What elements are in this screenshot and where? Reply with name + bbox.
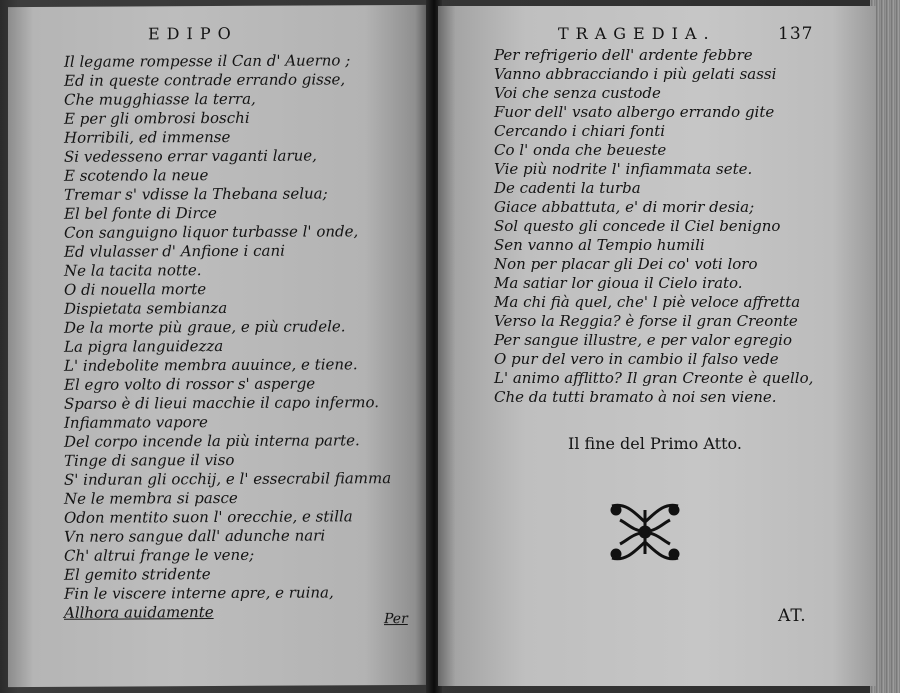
verse-line: Non per placar gli Dei co' voti loro	[494, 255, 758, 273]
page-number: 137	[778, 24, 814, 44]
verse-line: Fuor dell' vsato albergo errando gite	[494, 103, 775, 121]
catchword-right: AT.	[778, 606, 807, 626]
verse-line: O pur del vero in cambio il falso vede	[494, 350, 779, 368]
verse-line: Cercando i chiari fonti	[494, 122, 666, 140]
verse-line: De cadenti la turba	[494, 179, 641, 197]
verse-line: Per sangue illustre, e per valor egregio	[494, 331, 793, 349]
verse-line: Co l' onda che beueste	[494, 141, 667, 159]
verse-line: Il legame rompesse il Can d' Auerno ;	[64, 51, 351, 71]
verse-line: Ne la tacita notte.	[64, 261, 202, 280]
verse-line: Ne le membra si pasce	[64, 488, 238, 508]
verse-line: E per gli ombrosi boschi	[64, 108, 250, 128]
fleuron-ornament-icon	[606, 500, 684, 564]
verse-line: Dispietata sembianza	[64, 298, 228, 318]
running-head-right: TRAGEDIA.	[558, 24, 716, 43]
verse-line: Horribili, ed immense	[64, 127, 231, 147]
verse-line: Ch' altrui frange le vene;	[64, 545, 255, 565]
verse-line: Tremar s' vdisse la Thebana selua;	[64, 184, 328, 204]
verse-line: Giace abbattuta, e' di morir desia;	[494, 198, 755, 216]
verse-line: El bel fonte di Dirce	[64, 204, 217, 223]
verse-line: Si vedesseno errar vaganti larue,	[64, 146, 317, 166]
verse-line: Sen vanno al Tempio humili	[494, 236, 705, 254]
verse-line: L' animo afflitto? Il gran Creonte è quello,	[494, 369, 814, 387]
verse-line: Per refrigerio dell' ardente febbre	[494, 46, 753, 64]
catchword-left: Per	[384, 611, 408, 628]
verse-line: Verso la Reggia? è forse il gran Creonte	[494, 312, 798, 330]
verse-line: Ed vlulasser d' Anfione i cani	[64, 241, 285, 261]
verse-line: Ma chi fià quel, che' l piè veloce affretta	[494, 293, 801, 311]
verse-line: La pigra languidezza	[64, 336, 224, 356]
verse-line: Del corpo incende la più interna parte.	[64, 431, 360, 451]
verse-line: E scotendo la neue	[64, 166, 209, 185]
verse-line: El egro volto di rossor s' asperge	[64, 374, 316, 394]
verse-line: S' induran gli occhij, e l' essecrabil fiamma	[64, 469, 392, 489]
right-page	[438, 6, 876, 686]
act-end-heading: Il fine del Primo Atto.	[568, 434, 742, 453]
verse-line: Vanno abbracciando i più gelati sassi	[494, 65, 777, 83]
verse-line: Con sanguigno liquor turbasse l' onde,	[64, 222, 359, 242]
verse-line: Ma satiar lor gioua il Cielo irato.	[494, 274, 743, 292]
verse-line: Tinge di sangue il viso	[64, 450, 235, 470]
running-head-left: EDIPO	[148, 23, 238, 44]
verse-line: De la morte più graue, e più crudele.	[64, 317, 346, 337]
verse-line: Vn nero sangue dall' adunche nari	[64, 526, 326, 546]
verse-line: Infiammato vapore	[64, 413, 208, 432]
verse-line: Sol questo gli concede il Ciel benigno	[494, 217, 781, 235]
verse-line: El gemito stridente	[64, 565, 211, 584]
verse-line: O di nouella morte	[64, 280, 207, 299]
verse-line: Sparso è di lieui macchie il capo infermo.	[64, 393, 379, 413]
verse-line: Che mugghiasse la terra,	[64, 89, 256, 109]
verse-line: Allhora auidamente	[64, 603, 214, 622]
left-page	[8, 5, 428, 687]
verse-line: Che da tutti bramato à noi sen viene.	[494, 388, 777, 406]
verse-lines-right	[494, 46, 813, 407]
verse-line: Ed in queste contrade errando gisse,	[64, 70, 346, 90]
verse-line: Vie più nodrite l' infiammata sete.	[494, 160, 753, 178]
verse-line: L' indebolite membra auuince, e tiene.	[64, 355, 358, 375]
verse-line: Voi che senza custode	[494, 84, 661, 102]
verse-lines-left	[64, 51, 391, 623]
verse-line: Odon mentito suon l' orecchie, e stilla	[64, 507, 353, 527]
verse-line: Fin le viscere interne apre, e ruina,	[64, 583, 334, 603]
